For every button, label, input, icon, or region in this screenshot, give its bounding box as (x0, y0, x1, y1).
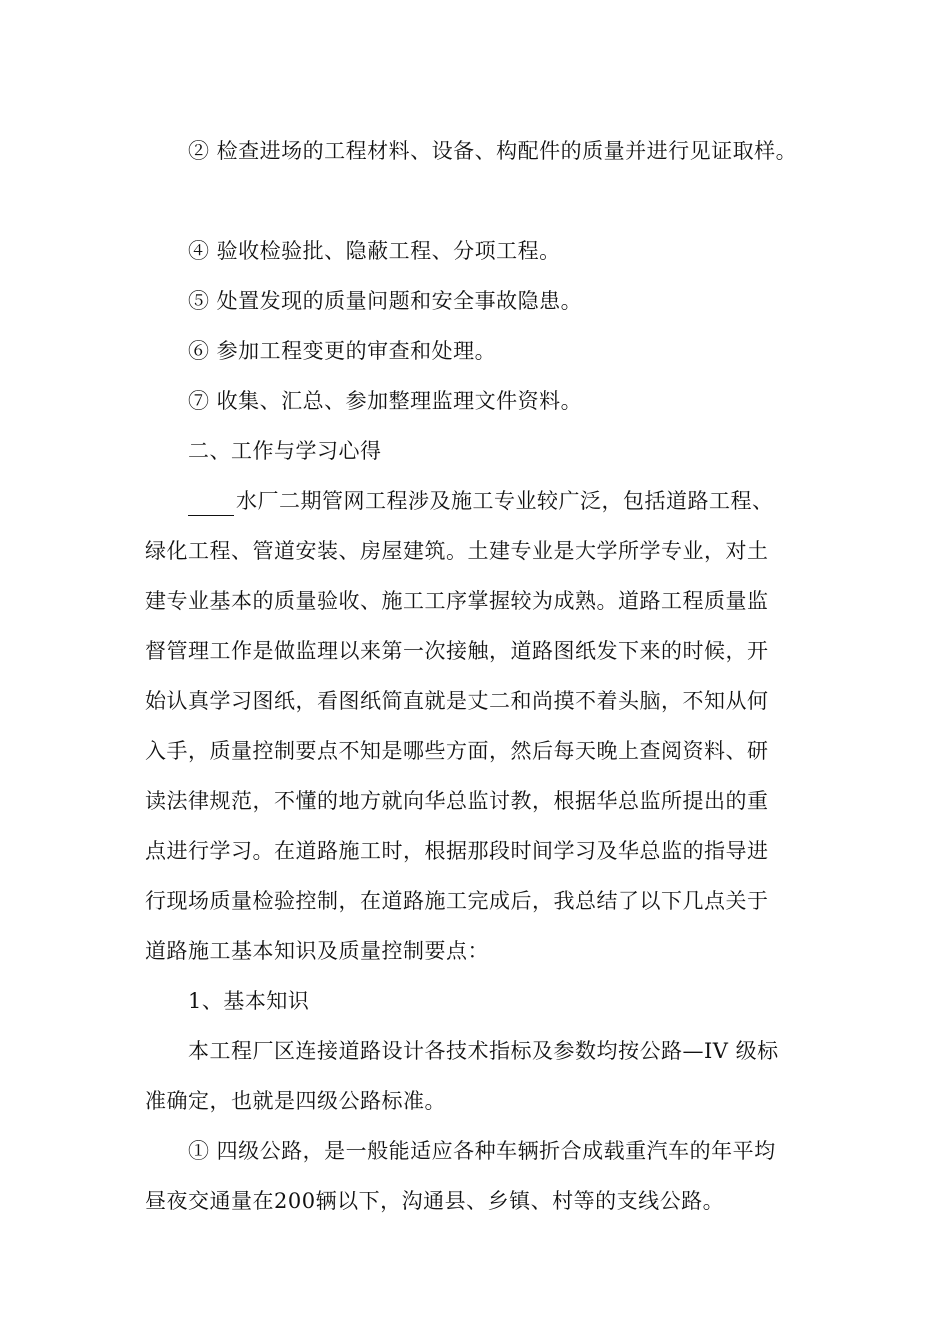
section-heading: 二、工作与学习心得 (188, 439, 382, 463)
paragraph-line: ① 四级公路，是一般能适应各种车辆折合成载重汽车的年平均 (188, 1139, 776, 1163)
paragraph-line: 点进行学习。在道路施工时，根据那段时间学习及华总监的指导进 (145, 839, 769, 863)
list-item: ④ 验收检验批、隐蔽工程、分项工程。 (188, 239, 561, 263)
paragraph-line: 入手，质量控制要点不知是哪些方面，然后每天晚上查阅资料、研 (145, 739, 769, 763)
paragraph-text: 水厂二期管网工程涉及施工专业较广泛，包括道路工程、 (236, 489, 774, 513)
list-item: ⑥ 参加工程变更的审查和处理。 (188, 339, 497, 363)
paragraph-line: 督管理工作是做监理以来第一次接触，道路图纸发下来的时候，开 (145, 639, 769, 663)
list-item: ⑦ 收集、汇总、参加整理监理文件资料。 (188, 389, 583, 413)
paragraph-line: 本工程厂区连接道路设计各技术指标及参数均按公路—IV 级标 (188, 1039, 779, 1063)
paragraph-line: 道路施工基本知识及质量控制要点： (145, 939, 489, 963)
paragraph-line: 行现场质量检验控制，在道路施工完成后，我总结了以下几点关于 (145, 889, 769, 913)
paragraph-line: 昼夜交通量在200辆以下，沟通县、乡镇、村等的支线公路。 (145, 1189, 725, 1213)
fill-in-blank (188, 493, 234, 516)
paragraph-line: 建专业基本的质量验收、施工工序掌握较为成熟。道路工程质量监 (145, 589, 769, 613)
paragraph-line: 准确定，也就是四级公路标准。 (145, 1089, 446, 1113)
paragraph-line (188, 486, 868, 516)
paragraph-line: 始认真学习图纸，看图纸简直就是丈二和尚摸不着头脑，不知从何 (145, 689, 769, 713)
list-item: ⑤ 处置发现的质量问题和安全事故隐患。 (188, 289, 583, 313)
paragraph-line: 绿化工程、管道安装、房屋建筑。土建专业是大学所学专业，对土 (145, 539, 769, 563)
subheading: 1、基本知识 (188, 989, 310, 1013)
list-item: ② 检查进场的工程材料、设备、构配件的质量并进行见证取样。 (188, 139, 798, 163)
paragraph-line: 读法律规范，不懂的地方就向华总监讨教，根据华总监所提出的重 (145, 789, 769, 813)
